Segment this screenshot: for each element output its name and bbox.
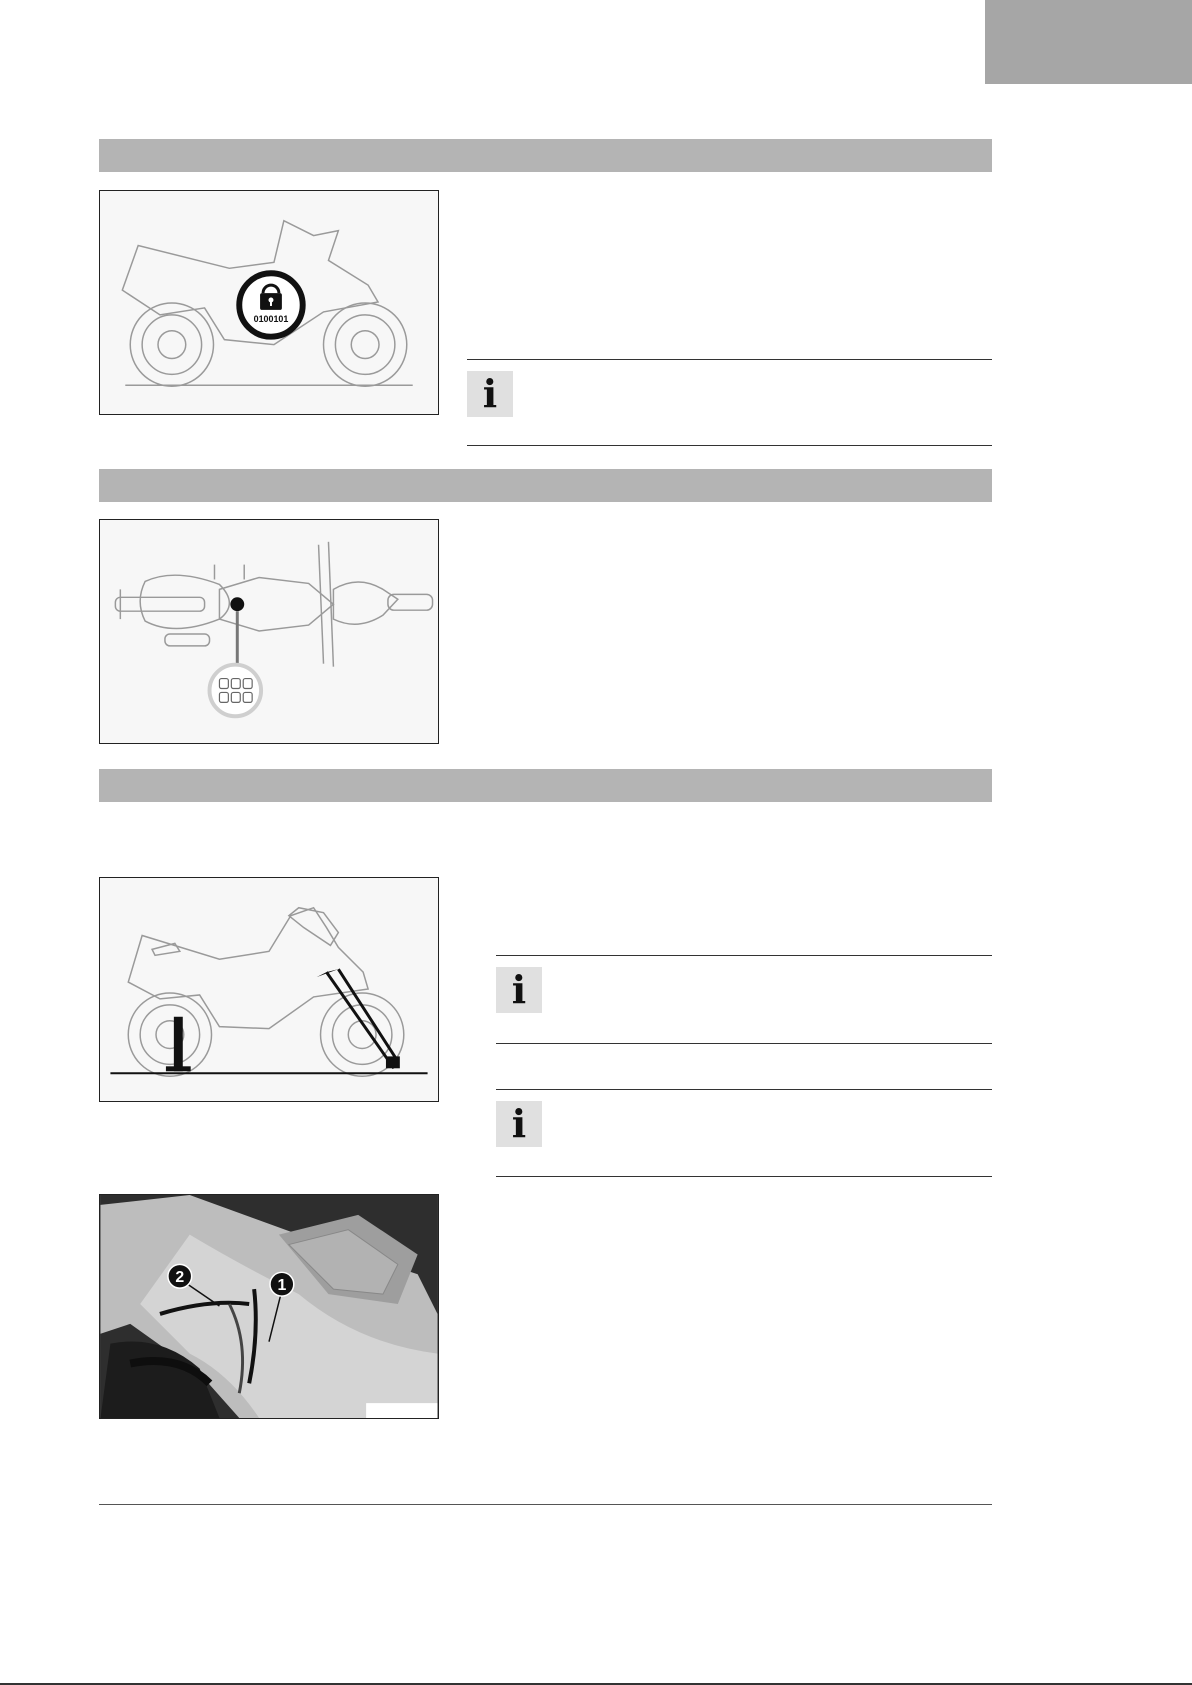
info-icon-box xyxy=(496,1101,542,1147)
callout-2-label: 2 xyxy=(175,1269,185,1287)
immobilizer-code-label: 0100101 xyxy=(253,313,289,324)
info-icon-box xyxy=(467,371,513,417)
wrapped-handlebar-photo xyxy=(100,1195,438,1418)
figure-transport-strap xyxy=(99,877,439,1102)
callout-1 xyxy=(270,1272,294,1296)
info-rule-top xyxy=(467,359,992,360)
info-rule-bottom xyxy=(496,1176,992,1177)
figure-strap-photo xyxy=(99,1194,439,1419)
motorcycle-top-view-illustration xyxy=(100,520,438,743)
section-header-bar xyxy=(99,469,992,502)
info-rule-top xyxy=(496,955,992,956)
section-header-bar xyxy=(99,139,992,172)
figure-top-view xyxy=(99,519,439,744)
info-rule-bottom xyxy=(467,445,992,446)
motorcycle-immobilizer-illustration xyxy=(100,191,438,414)
info-icon-box xyxy=(496,967,542,1013)
info-icon: i xyxy=(511,967,527,1012)
motorcycle-strapped-illustration xyxy=(100,878,438,1101)
section-header-bar xyxy=(99,769,992,802)
info-icon: i xyxy=(511,1101,527,1146)
figure-immobilizer xyxy=(99,190,439,415)
info-icon: i xyxy=(482,371,498,416)
chapter-tab xyxy=(985,0,1192,84)
footer-rule xyxy=(99,1504,992,1505)
info-rule-bottom xyxy=(496,1043,992,1044)
callout-1-label: 1 xyxy=(277,1277,287,1295)
callout-2 xyxy=(168,1264,192,1288)
info-rule-top xyxy=(496,1089,992,1090)
